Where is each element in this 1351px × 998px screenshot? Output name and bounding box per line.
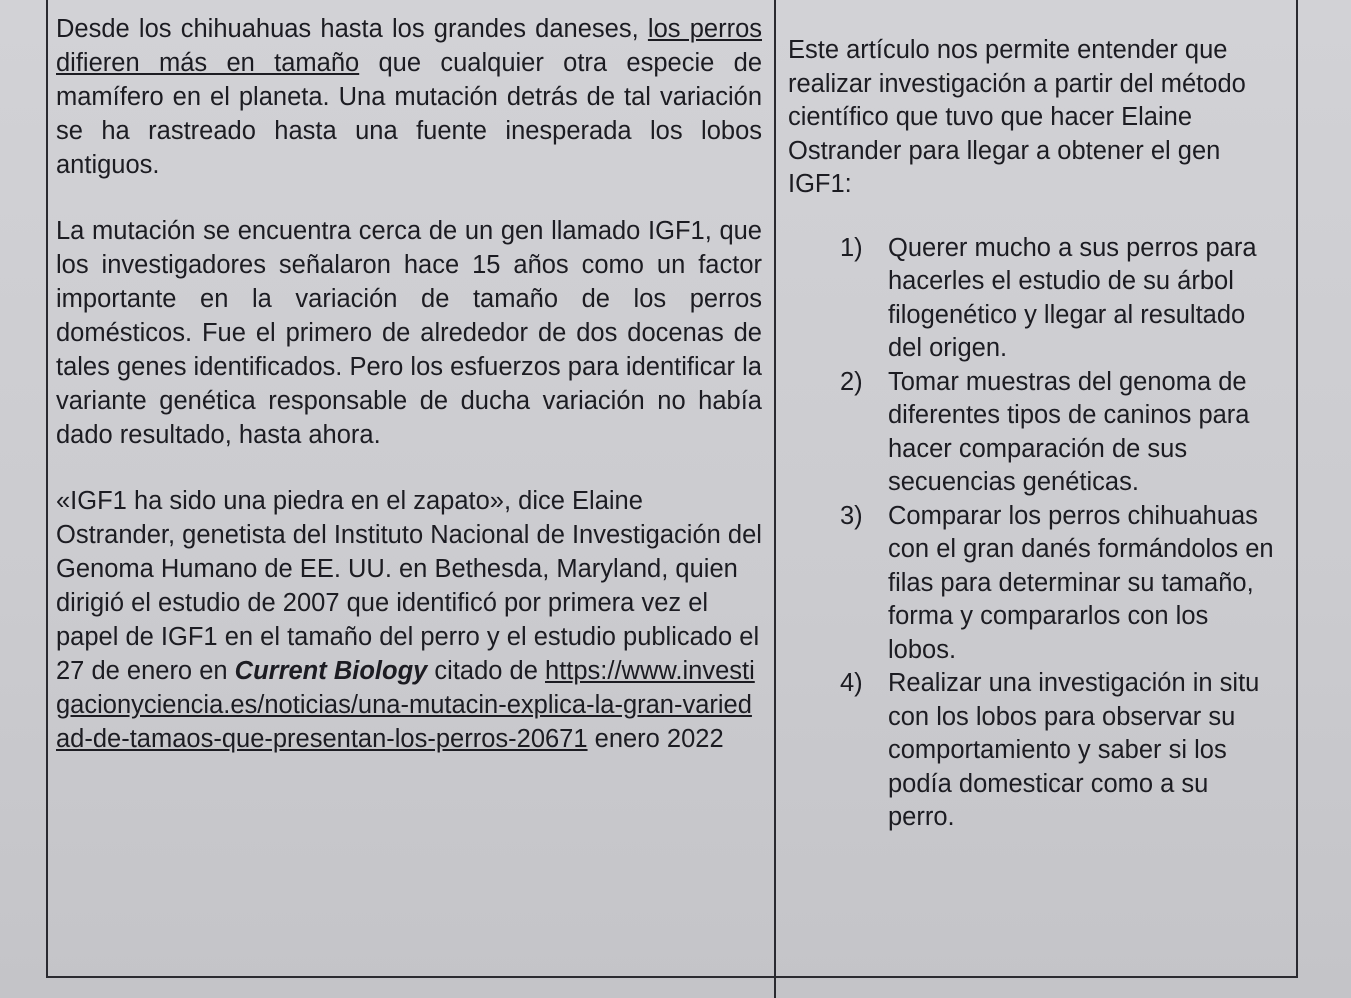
source-link[interactable]: https://www.investigacionyciencia.es/noticias/una-mutacin-explica-la-gran-variedad-de-tamaos-que-presentan-los-perros-20671 bbox=[56, 657, 755, 753]
source-date: enero 2022 bbox=[587, 725, 724, 753]
journal-name: Current Biology bbox=[234, 657, 428, 685]
cited-from: citado de bbox=[427, 657, 538, 685]
list-item-number: 1) bbox=[840, 233, 863, 262]
list-item-text: Comparar los perros chihuahuas con el gran danés formándolos en filas para determinar su tamaño, forma y compararlos con los lobos. bbox=[888, 501, 1274, 664]
list-item-number: 3) bbox=[840, 501, 863, 530]
list-item bbox=[788, 366, 1278, 500]
paragraph-1-end: que cualquier otra especie de mamífero en el planeta. Una mutación detrás de tal variación se ha rastreado hasta una fuente inesperada los lobos antiguos. bbox=[56, 49, 762, 179]
paragraph-1-underlined: los perros difieren más en tamaño bbox=[56, 15, 762, 77]
column-divider bbox=[774, 0, 776, 998]
paragraph-1 bbox=[56, 12, 762, 182]
list-item-text: Querer mucho a sus perros para hacerles el estudio de su árbol filogenético y llegar al resultado del origen. bbox=[888, 233, 1257, 362]
list-item-number: 2) bbox=[840, 367, 863, 396]
list-item bbox=[788, 500, 1278, 668]
right-intro: Este artículo nos permite entender que realizar investigación a partir del método científico que tuvo que hacer Elaine Ostrander para llegar a obtener el gen IGF1: bbox=[788, 36, 1246, 198]
paragraph-3-text: «IGF1 ha sido una piedra en el zapato», dice Elaine Ostrander, genetista del Instituto Nacional de Investigación del Genoma Humano de EE. UU. en Bethesda, Maryland, quien dirigió el estudio de 2007 que identificó por primera vez el papel de IGF1 en el tamaño del perro y el estudio publicado el 27 de enero en bbox=[56, 487, 762, 685]
right-column bbox=[788, 34, 1278, 835]
list-item bbox=[788, 232, 1278, 366]
paragraph-3 bbox=[56, 484, 762, 756]
paragraph-2: La mutación se encuentra cerca de un gen llamado IGF1, que los investigadores señalaron hace 15 años como un factor importante en la variación de tamaño de los perros domésticos. Fue el primero de alrededor de dos docenas de tales genes identificados. Pero los esfuerzos para identificar la variante genética responsable de ducha variación no había dado resultado, hasta ahora. bbox=[56, 217, 762, 449]
left-column bbox=[56, 12, 762, 756]
list-item bbox=[788, 667, 1278, 835]
method-steps-list bbox=[788, 232, 1278, 835]
list-item-text: Tomar muestras del genoma de diferentes tipos de caninos para hacer comparación de sus secuencias genéticas. bbox=[888, 367, 1250, 496]
list-item-text: Realizar una investigación in situ con los lobos para observar su comportamiento y saber si los podía domesticar como a su perro. bbox=[888, 669, 1260, 831]
list-item-number: 4) bbox=[840, 669, 863, 697]
paragraph-1-start: Desde los chihuahuas hasta los grandes daneses, bbox=[56, 15, 648, 43]
